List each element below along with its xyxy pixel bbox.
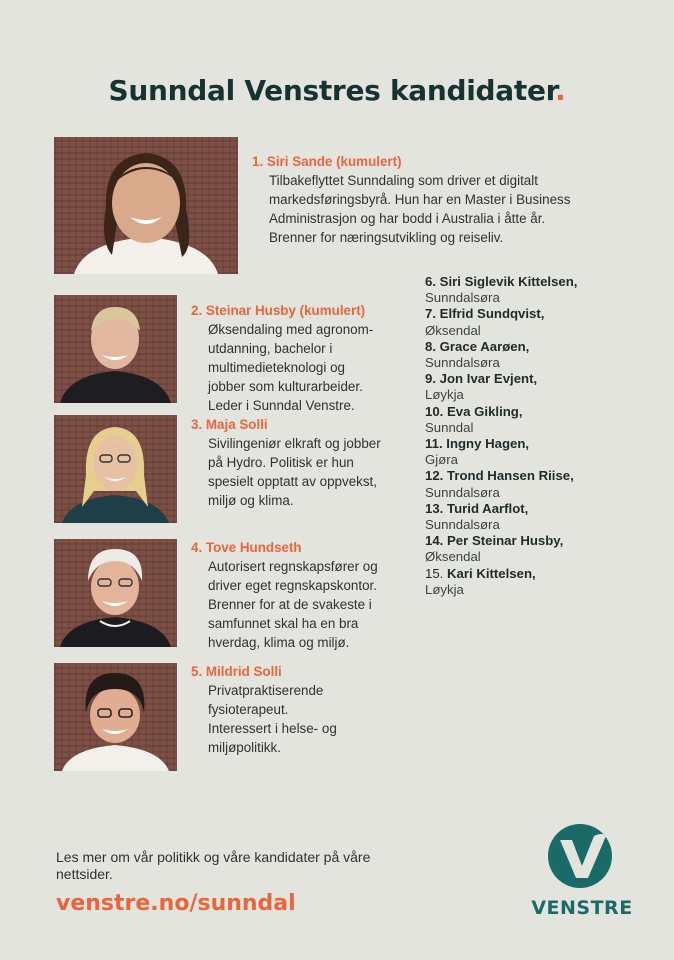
- candidate-desc-line: utdanning, bachelor i: [208, 341, 333, 356]
- candidate-desc-line: Privatpraktiserende: [208, 683, 324, 698]
- candidate-desc-line: samfunnet skal ha en bra: [208, 616, 359, 631]
- candidate-desc-line: fysioterapeut.: [208, 702, 289, 717]
- candidate-desc-line: Autorisert regnskapsfører og: [208, 559, 378, 574]
- candidate-desc-line: jobber som kulturarbeider.: [208, 379, 363, 394]
- candidate-photo-4: [54, 539, 177, 647]
- candidate-name: 5. Mildrid Solli: [191, 664, 282, 679]
- website-link[interactable]: venstre.no/sunndal: [56, 891, 296, 916]
- list-item: 14. Per Steinar Husby, Øksendal: [425, 533, 564, 565]
- candidate-desc-line: Øksendaling med agronom-: [208, 322, 374, 337]
- candidate-5: [191, 662, 337, 757]
- list-item: 7. Elfrid Sundqvist, Øksendal: [425, 306, 545, 338]
- candidate-photo-3: [54, 415, 177, 523]
- page-title: Sunndal Venstres kandidater.: [108, 74, 566, 107]
- candidate-4: [191, 538, 378, 652]
- list-item: 10. Eva Gikling, Sunndal: [425, 403, 523, 435]
- candidate-1: [252, 152, 570, 247]
- list-item: 9. Jon Ivar Evjent, Løykja: [425, 371, 538, 403]
- candidate-photo-2: [54, 295, 177, 403]
- candidate-desc-line: markedsføringsbyrå. Hun har en Master i Business: [269, 192, 571, 207]
- candidate-name: 1. Siri Sande (kumulert): [252, 154, 402, 169]
- title-dot: .: [555, 74, 566, 107]
- candidate-desc-line: driver eget regnskapskontor.: [208, 578, 377, 593]
- candidate-desc-line: Brenner for at de svakeste i: [208, 597, 372, 612]
- candidate-desc-line: hverdag, klima og miljø.: [208, 635, 350, 650]
- candidate-desc-line: på Hydro. Politisk er hun: [208, 455, 354, 470]
- list-item: 15. Kari Kittelsen, Løykja: [425, 565, 536, 597]
- candidate-desc-line: multimedieteknologi og: [208, 360, 345, 375]
- candidate-desc-line: Tilbakeflyttet Sunndaling som driver et digitalt: [269, 173, 538, 188]
- footer-text: Les mer om vår politikk og våre kandidater på våre nettsider.: [56, 849, 371, 882]
- candidate-desc-line: miljø og klima.: [208, 493, 294, 508]
- logo-wordmark: VENSTRE: [531, 897, 633, 919]
- candidate-desc-line: miljøpolitikk.: [208, 740, 281, 755]
- candidate-desc-line: Leder i Sunndal Venstre.: [208, 398, 355, 413]
- candidate-desc-line: Brenner for næringsutvikling og reiseliv.: [269, 230, 504, 245]
- candidate-photo-5: [54, 663, 177, 771]
- list-item: 13. Turid Aarflot, Sunndalsøra: [425, 500, 529, 533]
- list-item: 12. Trond Hansen Riise, Sunndalsøra: [425, 468, 574, 500]
- candidate-desc-line: Administrasjon og har bodd i Australia i åtte år.: [269, 211, 546, 226]
- candidate-name: 2. Steinar Husby (kumulert): [191, 303, 366, 318]
- candidate-3: [191, 415, 381, 510]
- candidate-desc-line: spesielt opptatt av oppvekst,: [208, 474, 377, 489]
- candidate-photo-1: [54, 137, 238, 274]
- list-item: 8. Grace Aarøen, Sunndalsøra: [425, 338, 530, 371]
- candidate-desc-line: Interessert i helse- og: [208, 721, 337, 736]
- candidate-name: 3. Maja Solli: [191, 417, 268, 432]
- candidate-name: 4. Tove Hundseth: [191, 540, 302, 555]
- list-item: 11. Ingny Hagen, Gjøra: [425, 436, 530, 468]
- candidate-2: [191, 301, 373, 415]
- candidate-list: [425, 274, 577, 598]
- candidate-desc-line: Sivilingeniør elkraft og jobber: [208, 436, 381, 451]
- list-item: 6. Siri Siglevik Kittelsen, Sunndalsøra: [425, 274, 578, 306]
